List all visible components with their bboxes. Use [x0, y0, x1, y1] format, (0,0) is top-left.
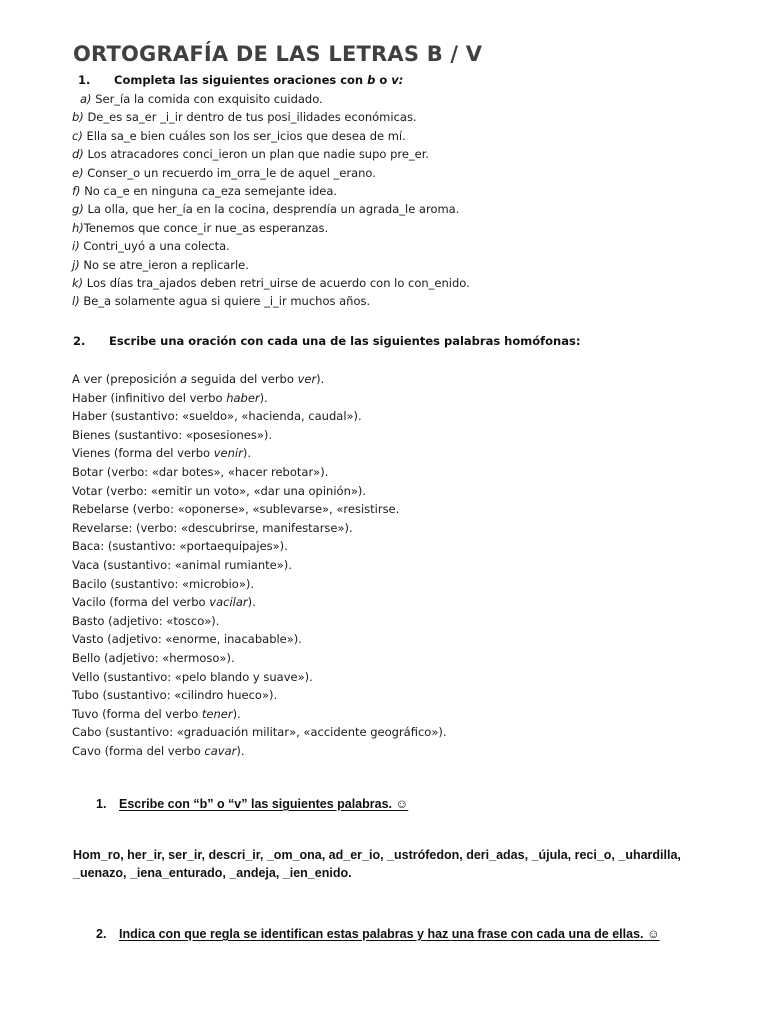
homophone-text: A ver (preposición [72, 372, 181, 386]
homophone-text: Vacilo (forma del verbo [72, 595, 210, 610]
homophone-text: Vaca (sustantivo: «animal rumiante»). [72, 558, 292, 572]
homophone-entry [72, 744, 245, 758]
homophone-entry [72, 521, 353, 535]
exercise-sentence [72, 294, 370, 308]
homophone-entry [72, 446, 251, 460]
exercise-sentence [80, 92, 323, 106]
homophone-entry [72, 577, 254, 591]
homophone-entry [72, 595, 256, 609]
exercise-text: Tenemos que conce_ir nue_as esperanzas. [83, 220, 329, 235]
exercise-text: Be_a solamente agua si quiere _i_ir muchos años. [79, 294, 371, 309]
exercise-sentence [72, 184, 337, 198]
exercise-text: Los días tra_ajados deben retri_uirse de acuerdo con lo con_enido. [83, 276, 470, 290]
exercise-label: e) [72, 165, 84, 180]
exercise-sentence [72, 110, 417, 124]
homophone-entry [72, 391, 268, 405]
homophone-text: ). [247, 595, 256, 610]
homophone-entry [72, 651, 235, 665]
exercise-label: i) [72, 239, 80, 254]
homophone-entry [72, 707, 241, 721]
section-3-words-line-1: Hom_ro, her_ir, ser_ir, descri_ir, _om_ona, ad_er_io, _ustrófedon, deri_adas, _újula, reci_o, _uhardilla, [73, 848, 681, 862]
homophone-text: ). [232, 706, 241, 721]
homophone-text: Bello (adjetivo: «hermoso»). [72, 651, 235, 665]
exercise-label: l) [72, 294, 80, 309]
exercise-sentence [72, 221, 328, 235]
homophone-text: Votar (verbo: «emitir un voto», «dar una opinión»). [72, 483, 367, 498]
section-1-number: 1. [78, 73, 91, 87]
homophone-text: Vienes (forma del verbo [72, 446, 214, 461]
exercise-text: Conser_o un recuerdo im_orra_le de aquel _erano. [83, 165, 376, 180]
exercise-label: d) [72, 147, 84, 162]
exercise-text: No ca_e en ninguna ca_eza semejante idea. [80, 184, 338, 198]
homophone-text: Basto (adjetivo: «tosco»). [72, 613, 220, 628]
exercise-label: f) [72, 184, 81, 198]
homophone-text: Cabo (sustantivo: «graduación militar», «accidente geográfico»). [72, 725, 447, 740]
section-1-heading [78, 73, 403, 87]
exercise-label: k) [72, 276, 84, 290]
homophone-text: Revelarse: (verbo: «descubrirse, manifestarse»). [72, 520, 353, 535]
exercise-label: c) [72, 128, 83, 143]
homophone-text: ). [236, 744, 245, 758]
exercise-sentence [72, 166, 376, 180]
homophone-emphasis: a [180, 372, 188, 386]
homophone-text: Vello (sustantivo: «pelo blando y suave»). [72, 669, 313, 684]
exercise-sentence [72, 129, 406, 143]
section-4-heading-text: Indica con que regla se identifican estas palabras y haz una frase con cada una de ellas. ☺ [119, 927, 660, 941]
exercise-text: Ser_ía la comida con exquisito cuidado. [91, 92, 323, 106]
exercise-label: j) [72, 257, 80, 272]
section-1-heading-v: v: [391, 73, 404, 87]
homophone-emphasis: vacilar [209, 595, 248, 610]
exercise-text: No se atre_ieron a replicarle. [79, 257, 249, 272]
homophone-entry [72, 539, 288, 553]
exercise-label: b) [72, 110, 84, 125]
section-3-words-line-2: _uenazo, _iena_enturado, _andeja, _ien_enido. [73, 866, 352, 880]
section-1-heading-text: Completa las siguientes oraciones con [114, 73, 368, 87]
homophone-text: ). [242, 446, 251, 461]
section-1-heading-b: b [367, 73, 376, 87]
exercise-label: a) [80, 92, 92, 106]
exercise-text: De_es sa_er _i_ir dentro de tus posi_ilidades económicas. [83, 110, 417, 125]
homophone-entry [72, 614, 219, 628]
section-2-number: 2. [73, 334, 86, 348]
exercise-text: Contri_uyó a una colecta. [79, 239, 230, 254]
section-3-number: 1. [96, 797, 107, 811]
homophone-text: Baca: (sustantivo: «portaequipajes»). [72, 539, 288, 554]
homophone-text: Bienes (sustantivo: «posesiones»). [72, 427, 273, 442]
exercise-sentence [72, 276, 470, 290]
section-2-heading [73, 334, 580, 348]
exercise-text: La olla, que her_ía en la cocina, desprendía un agrada_le aroma. [83, 202, 460, 217]
exercise-sentence [72, 239, 230, 253]
homophone-text: Bacilo (sustantivo: «microbio»). [72, 576, 254, 591]
exercise-text: Los atracadores conci_ieron un plan que nadie supo pre_er. [83, 147, 430, 162]
homophone-text: Haber (sustantivo: «sueldo», «hacienda, caudal»). [72, 409, 362, 424]
section-1-heading-o: o [375, 73, 392, 87]
homophone-entry [72, 725, 447, 739]
section-4-heading [96, 927, 660, 941]
homophone-entry [72, 688, 277, 702]
exercise-label: h) [72, 220, 84, 235]
homophone-emphasis: tener [201, 706, 233, 721]
homophone-entry [72, 428, 272, 442]
homophone-emphasis: haber [226, 390, 260, 405]
homophone-entry [72, 632, 302, 646]
section-4-number: 2. [96, 927, 107, 941]
homophone-emphasis: ver [297, 372, 317, 386]
homophone-entry [72, 502, 399, 516]
section-3-heading-text: Escribe con “b” o “v” las siguientes palabras. ☺ [119, 797, 409, 811]
homophone-entry [72, 670, 313, 684]
homophone-emphasis: cavar [204, 744, 237, 758]
section-3-heading [96, 797, 408, 811]
homophone-emphasis: venir [213, 446, 243, 461]
homophone-text: seguida del verbo [187, 372, 298, 386]
homophone-text: Haber (infinitivo del verbo [72, 390, 227, 405]
homophone-entry [72, 484, 366, 498]
section-3-word-list [73, 846, 693, 882]
exercise-sentence [72, 147, 429, 161]
homophone-entry [72, 465, 328, 479]
homophone-text: Rebelarse (verbo: «oponerse», «sublevarse», «resistirse. [72, 502, 400, 517]
page-title: ORTOGRAFÍA DE LAS LETRAS B / V [73, 42, 483, 66]
exercise-label: g) [72, 202, 84, 217]
homophone-text: ). [316, 372, 325, 386]
homophone-entry [72, 372, 324, 386]
homophone-text: Cavo (forma del verbo [72, 744, 205, 758]
homophone-entry [72, 558, 292, 572]
section-2-heading-text: Escribe una oración con cada una de las siguientes palabras homófonas: [109, 334, 581, 348]
homophone-entry [72, 409, 362, 423]
homophone-text: Tuvo (forma del verbo [72, 706, 202, 721]
homophone-text: ). [259, 390, 268, 405]
homophone-text: Botar (verbo: «dar botes», «hacer rebotar»). [72, 465, 329, 479]
exercise-sentence [72, 258, 249, 272]
homophone-text: Vasto (adjetivo: «enorme, inacabable»). [72, 632, 302, 647]
exercise-text: Ella sa_e bien cuáles son los ser_icios que desea de mí. [82, 128, 406, 143]
homophone-text: Tubo (sustantivo: «cilindro hueco»). [72, 688, 278, 703]
exercise-sentence [72, 202, 459, 216]
